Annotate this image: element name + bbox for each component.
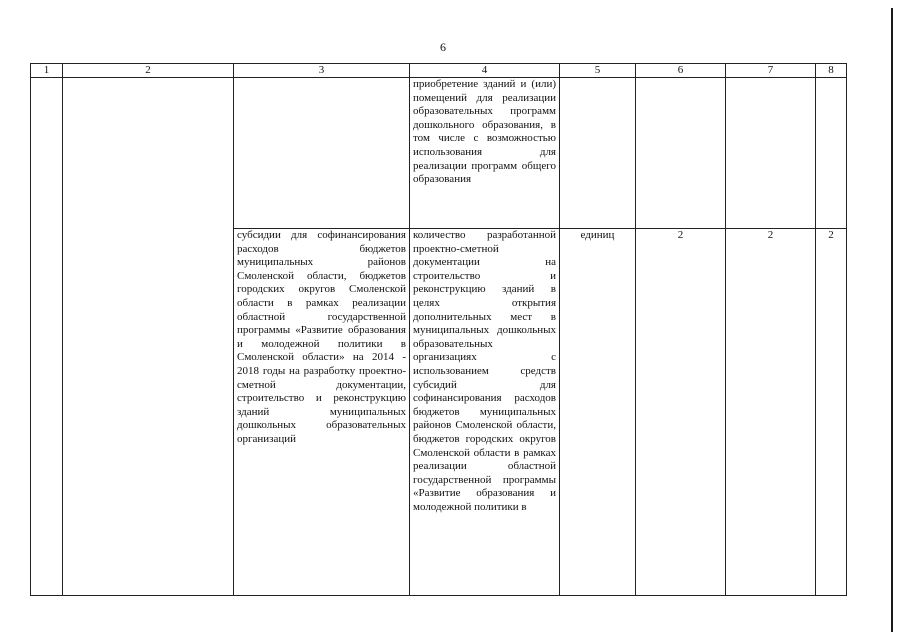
column-header-4: 4 <box>410 64 560 78</box>
column-header-7: 7 <box>726 64 816 78</box>
column-header-2: 2 <box>63 64 234 78</box>
cell-col5-row1 <box>560 78 636 229</box>
column-header-3: 3 <box>234 64 410 78</box>
column-header-8: 8 <box>816 64 847 78</box>
header-row <box>31 64 847 78</box>
cell-col5-row2: единиц <box>560 229 636 596</box>
document-table <box>30 63 847 596</box>
column-header-5: 5 <box>560 64 636 78</box>
cell-col3-row2: субсидии для софинансирования расходов бюджетов муниципальных районов Смоленской области, бюджетов городских округов Смоленской области в рамках реализации областной государственной программы «Развитие образования и молодежной политики в Смоленской области» на 2014 - 2018 годы на разработку проектно-сметной документации, строительство и реконструкцию зданий муниципальных дошкольных образовательных организаций <box>234 229 410 596</box>
page-edge-line <box>891 8 893 632</box>
cell-col4-row1: приобретение зданий и (или) помещений для реализации образовательных программ дошкольного образования, в том числе с возможностью использования для реализации программ общего образования <box>410 78 560 229</box>
column-header-1: 1 <box>31 64 63 78</box>
cell-col1 <box>31 78 63 596</box>
cell-col3-row1 <box>234 78 410 229</box>
cell-col6-row1 <box>636 78 726 229</box>
cell-col8-row2: 2 <box>816 229 847 596</box>
cell-col8-row1 <box>816 78 847 229</box>
cell-col6-row2: 2 <box>636 229 726 596</box>
cell-col7-row2: 2 <box>726 229 816 596</box>
cell-col7-row1 <box>726 78 816 229</box>
table-row <box>31 78 847 229</box>
column-header-6: 6 <box>636 64 726 78</box>
cell-col2 <box>63 78 234 596</box>
page-number: 6 <box>440 40 446 54</box>
cell-col4-row2: количество разработанной проектно-сметной документации на строительство и реконструкцию зданий в целях открытия дополнительных мест в муниципальных дошкольных образовательных организациях с использованием средств субсидий для софинансирования расходов бюджетов муниципальных районов Смоленской области, бюджетов городских округов Смоленской области в рамках реализации областной государственной программы «Развитие образования и молодежной политики в <box>410 229 560 596</box>
